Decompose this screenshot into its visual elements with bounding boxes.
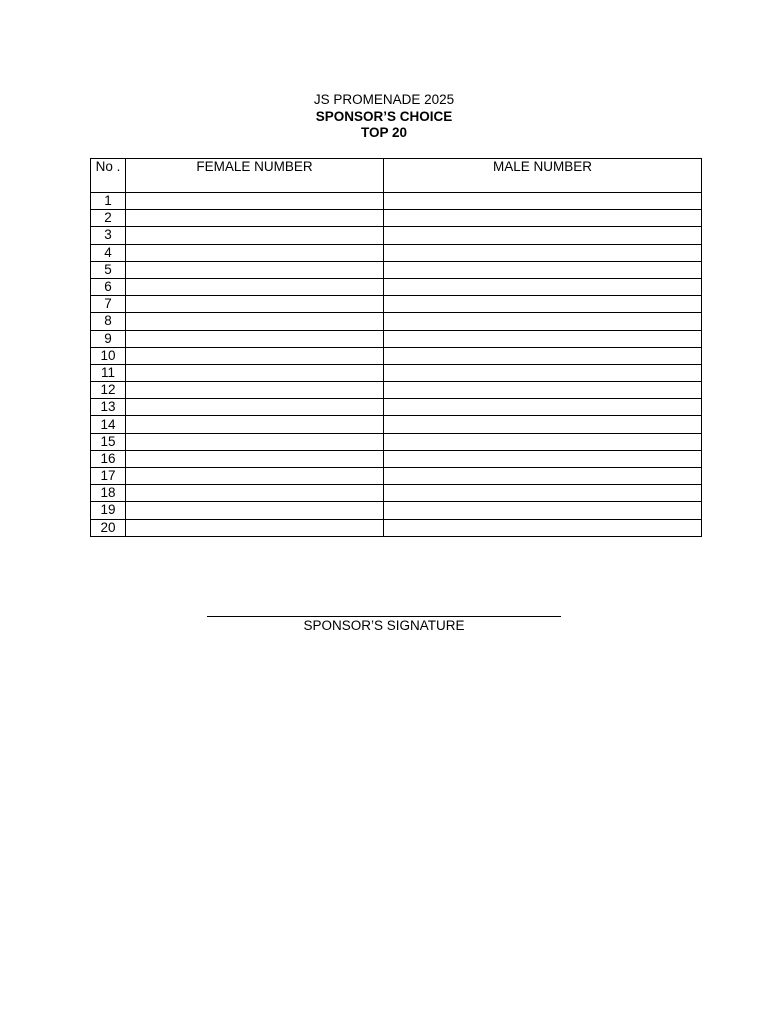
table-row — [91, 330, 702, 347]
row-number-cell: 6 — [91, 278, 126, 295]
row-number-cell: 13 — [91, 399, 126, 416]
female-number-cell[interactable] — [126, 330, 384, 347]
female-number-cell[interactable] — [126, 502, 384, 519]
female-number-cell[interactable] — [126, 519, 384, 536]
table-row — [91, 416, 702, 433]
column-header-male: MALE NUMBER — [384, 159, 702, 193]
male-number-cell[interactable] — [384, 450, 702, 467]
row-number-cell: 3 — [91, 227, 126, 244]
table-row — [91, 450, 702, 467]
table-row — [91, 382, 702, 399]
row-number-cell: 4 — [91, 244, 126, 261]
male-number-cell[interactable] — [384, 210, 702, 227]
male-number-cell[interactable] — [384, 193, 702, 210]
male-number-cell[interactable] — [384, 330, 702, 347]
female-number-cell[interactable] — [126, 450, 384, 467]
sheet-title: SPONSOR’S CHOICE — [315, 108, 453, 124]
female-number-cell[interactable] — [126, 227, 384, 244]
female-number-cell[interactable] — [126, 193, 384, 210]
female-number-cell[interactable] — [126, 468, 384, 485]
table-row — [91, 278, 702, 295]
row-number-cell: 9 — [91, 330, 126, 347]
table-row — [91, 313, 702, 330]
event-title: JS PROMENADE 2025 — [313, 92, 455, 107]
female-number-cell[interactable] — [126, 313, 384, 330]
male-number-cell[interactable] — [384, 364, 702, 381]
table-body — [91, 193, 702, 537]
table-row — [91, 244, 702, 261]
row-number-cell: 19 — [91, 502, 126, 519]
female-number-cell[interactable] — [126, 416, 384, 433]
column-header-no: No . — [91, 159, 126, 193]
row-number-cell: 11 — [91, 364, 126, 381]
row-number-cell: 1 — [91, 193, 126, 210]
table-row — [91, 399, 702, 416]
female-number-cell[interactable] — [126, 485, 384, 502]
table-row — [91, 261, 702, 278]
table-row — [91, 210, 702, 227]
female-number-cell[interactable] — [126, 364, 384, 381]
row-number-cell: 20 — [91, 519, 126, 536]
row-number-cell: 12 — [91, 382, 126, 399]
table-row — [91, 364, 702, 381]
male-number-cell[interactable] — [384, 261, 702, 278]
male-number-cell[interactable] — [384, 468, 702, 485]
female-number-cell[interactable] — [126, 278, 384, 295]
row-number-cell: 17 — [91, 468, 126, 485]
male-number-cell[interactable] — [384, 502, 702, 519]
male-number-cell[interactable] — [384, 347, 702, 364]
column-header-no-label: No — [95, 159, 113, 174]
male-number-cell[interactable] — [384, 416, 702, 433]
signature-line — [207, 616, 561, 617]
table-row — [91, 227, 702, 244]
row-number-cell: 8 — [91, 313, 126, 330]
male-number-cell[interactable] — [384, 382, 702, 399]
table-row — [91, 433, 702, 450]
female-number-cell[interactable] — [126, 244, 384, 261]
signature-label: SPONSOR’S SIGNATURE — [303, 618, 465, 633]
row-number-cell: 7 — [91, 296, 126, 313]
table-row — [91, 502, 702, 519]
column-header-female: FEMALE NUMBER — [126, 159, 384, 193]
table-row — [91, 193, 702, 210]
female-number-cell[interactable] — [126, 433, 384, 450]
male-number-cell[interactable] — [384, 244, 702, 261]
male-number-cell[interactable] — [384, 485, 702, 502]
male-number-cell[interactable] — [384, 399, 702, 416]
document-header — [0, 92, 768, 142]
female-number-cell[interactable] — [126, 382, 384, 399]
female-number-cell[interactable] — [126, 210, 384, 227]
female-number-cell[interactable] — [126, 399, 384, 416]
row-number-cell: 2 — [91, 210, 126, 227]
sheet-subtitle: TOP 20 — [360, 125, 408, 140]
table-row — [91, 468, 702, 485]
row-number-cell: 5 — [91, 261, 126, 278]
table-row — [91, 485, 702, 502]
table-header-row — [91, 159, 702, 193]
row-number-cell: 18 — [91, 485, 126, 502]
table-row — [91, 347, 702, 364]
table-row — [91, 296, 702, 313]
male-number-cell[interactable] — [384, 313, 702, 330]
row-number-cell: 14 — [91, 416, 126, 433]
male-number-cell[interactable] — [384, 227, 702, 244]
ranking-table — [90, 158, 702, 537]
female-number-cell[interactable] — [126, 347, 384, 364]
male-number-cell[interactable] — [384, 278, 702, 295]
male-number-cell[interactable] — [384, 296, 702, 313]
female-number-cell[interactable] — [126, 296, 384, 313]
table-row — [91, 519, 702, 536]
male-number-cell[interactable] — [384, 433, 702, 450]
row-number-cell: 16 — [91, 450, 126, 467]
male-number-cell[interactable] — [384, 519, 702, 536]
row-number-cell: 15 — [91, 433, 126, 450]
female-number-cell[interactable] — [126, 261, 384, 278]
row-number-cell: 10 — [91, 347, 126, 364]
